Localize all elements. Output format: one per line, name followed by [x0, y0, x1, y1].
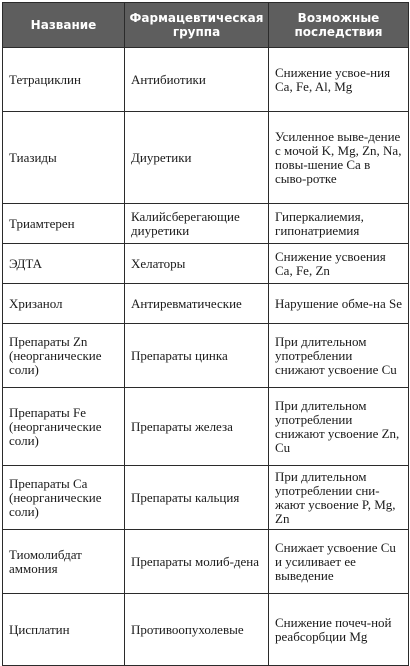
table-row	[3, 324, 409, 388]
cell-consequence: Снижение усвое-ния Ca, Fe, Al, Mg	[269, 48, 409, 112]
table-row	[3, 594, 409, 666]
cell-consequence: Снижение почеч-ной реабсорбции Mg	[269, 594, 409, 666]
cell-group: Диуретики	[125, 112, 269, 204]
table-row	[3, 530, 409, 594]
table-row	[3, 388, 409, 466]
cell-group: Хелаторы	[125, 244, 269, 284]
cell-consequence: Усиленное выве-дение с мочой K, Mg, Zn, Na, повы-шение Ca в сыво-ротке	[269, 112, 409, 204]
table-row	[3, 204, 409, 244]
cell-name: Тиомолибдат аммония	[3, 530, 125, 594]
cell-name: Триамтерен	[3, 204, 125, 244]
drug-interaction-table-container	[2, 2, 408, 664]
cell-consequence: Нарушение обме-на Se	[269, 284, 409, 324]
cell-group: Калийсберегающие диуретики	[125, 204, 269, 244]
cell-consequence: При длительном употреблении снижают усвоение Cu	[269, 324, 409, 388]
cell-group: Препараты железа	[125, 388, 269, 466]
cell-consequence: Снижение усвоения Ca, Fe, Zn	[269, 244, 409, 284]
table-row	[3, 466, 409, 530]
cell-group: Препараты кальция	[125, 466, 269, 530]
table-row	[3, 48, 409, 112]
table-row	[3, 112, 409, 204]
cell-group: Противоопухолевые	[125, 594, 269, 666]
cell-group: Антиревматические	[125, 284, 269, 324]
cell-name: ЭДТА	[3, 244, 125, 284]
cell-name: Препараты Ca (неорганические соли)	[3, 466, 125, 530]
cell-consequence: Гиперкалиемия, гипонатриемия	[269, 204, 409, 244]
cell-group: Препараты молиб-дена	[125, 530, 269, 594]
cell-name: Цисплатин	[3, 594, 125, 666]
drug-interaction-table	[2, 2, 409, 666]
cell-name: Тетрациклин	[3, 48, 125, 112]
cell-name: Препараты Zn (неорганические соли)	[3, 324, 125, 388]
cell-consequence: При длительном употреблении сни-жают усвоение P, Mg, Zn	[269, 466, 409, 530]
cell-name: Тиазиды	[3, 112, 125, 204]
header-pharma-group: Фармацевтическая группа	[125, 3, 269, 48]
header-row	[3, 3, 409, 48]
cell-group: Препараты цинка	[125, 324, 269, 388]
cell-name: Хризанол	[3, 284, 125, 324]
header-name: Название	[3, 3, 125, 48]
table-row	[3, 244, 409, 284]
header-consequences: Возможные последствия	[269, 3, 409, 48]
cell-name: Препараты Fe (неорганические соли)	[3, 388, 125, 466]
cell-group: Антибиотики	[125, 48, 269, 112]
cell-consequence: Снижает усвоение Cu и усиливает ее выведение	[269, 530, 409, 594]
cell-consequence: При длительном употреблении снижают усвоение Zn, Cu	[269, 388, 409, 466]
table-header	[3, 3, 409, 48]
table-body	[3, 48, 409, 666]
table-row	[3, 284, 409, 324]
